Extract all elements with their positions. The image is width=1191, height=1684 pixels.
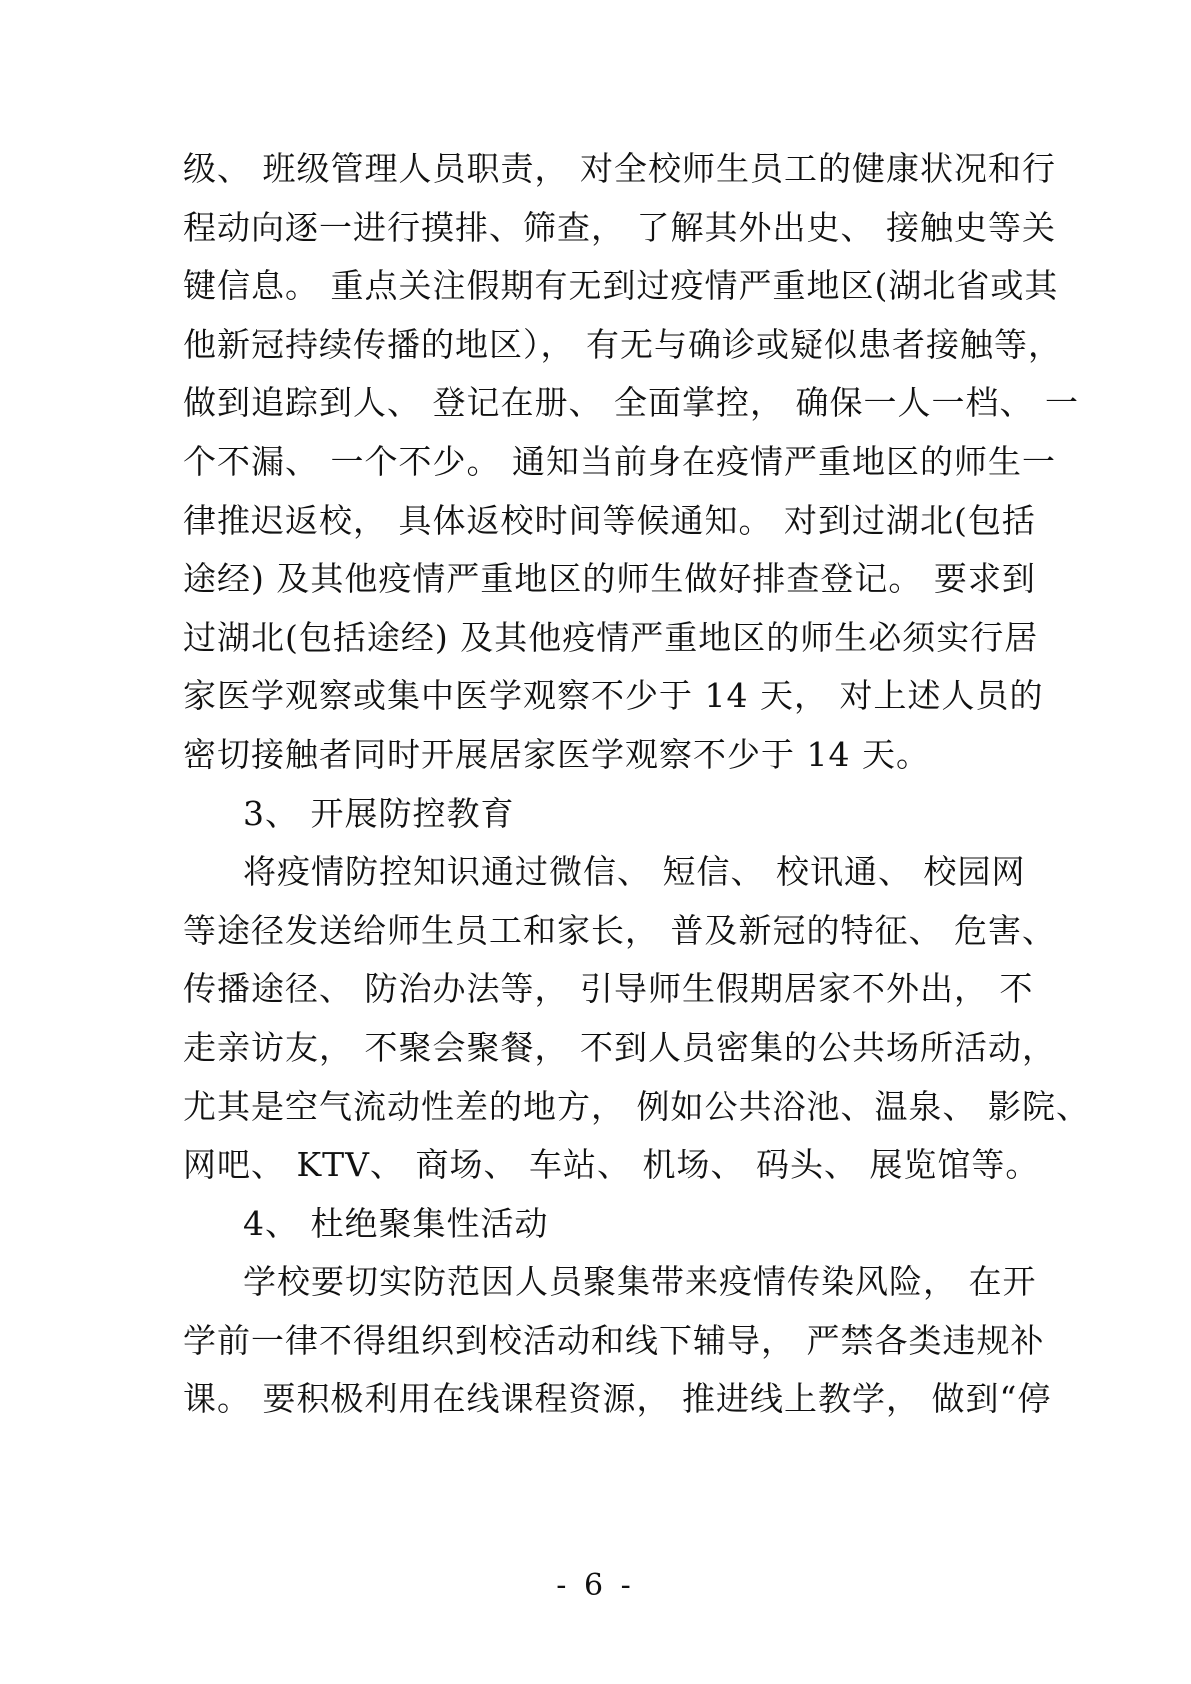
paragraph-line: 途经) 及其他疫情严重地区的师生做好排查登记。 要求到 xyxy=(183,559,1036,599)
paragraph-line: 等途径发送给师生员工和家长， 普及新冠的特征、 危害、 xyxy=(183,910,1056,950)
paragraph-line: 网吧、 KTV、 商场、 车站、 机场、 码头、 展览馆等。 xyxy=(183,1145,1040,1185)
paragraph-line: 他新冠持续传播的地区）， 有无与确诊或疑似患者接触等， xyxy=(183,324,1062,364)
paragraph-line: 课。 要积极利用在线课程资源， 推进线上教学， 做到“停 xyxy=(183,1379,1052,1419)
paragraph-line: 律推迟返校， 具体返校时间等候通知。 对到过湖北(包括 xyxy=(183,500,1036,540)
paragraph-line: 键信息。 重点关注假期有无到过疫情严重地区(湖北省或其 xyxy=(183,266,1059,306)
paragraph-line: 做到追踪到人、 登记在册、 全面掌控， 确保一人一档、 一 xyxy=(183,383,1079,423)
body-text xyxy=(183,140,1090,1429)
section-heading: 4、 杜绝聚集性活动 xyxy=(243,1203,549,1243)
page-number: - 6 - xyxy=(556,1568,635,1603)
paragraph-line: 级、 班级管理人员职责， 对全校师生员工的健康状况和行 xyxy=(183,149,1056,188)
paragraph-line: 走亲访友， 不聚会聚餐， 不到人员密集的公共场所活动， xyxy=(183,1027,1056,1067)
paragraph-line: 将疫情防控知识通过微信、 短信、 校讯通、 校园网 xyxy=(243,852,1026,892)
paragraph-line: 尤其是空气流动性差的地方， 例如公共浴池、温泉、 影院、 xyxy=(183,1086,1090,1126)
paragraph-line: 学前一律不得组织到校活动和线下辅导， 严禁各类违规补 xyxy=(183,1320,1045,1360)
paragraph-line: 程动向逐一进行摸排、筛查， 了解其外出史、 接触史等关 xyxy=(183,207,1056,247)
paragraph-line: 学校要切实防范因人员聚集带来疫情传染风险， 在开 xyxy=(243,1262,1037,1302)
paragraph-line: 传播途径、 防治办法等， 引导师生假期居家不外出， 不 xyxy=(183,969,1034,1009)
paragraph-line: 密切接触者同时开展居家医学观察不少于 14 天。 xyxy=(183,734,930,774)
paragraph-line: 家医学观察或集中医学观察不少于 14 天， 对上述人员的 xyxy=(183,676,1044,716)
paragraph-line: 过湖北(包括途经) 及其他疫情严重地区的师生必须实行居 xyxy=(183,617,1039,657)
paragraph-line: 个不漏、 一个不少。 通知当前身在疫情严重地区的师生一 xyxy=(183,441,1056,481)
section-heading: 3、 开展防控教育 xyxy=(243,793,515,833)
